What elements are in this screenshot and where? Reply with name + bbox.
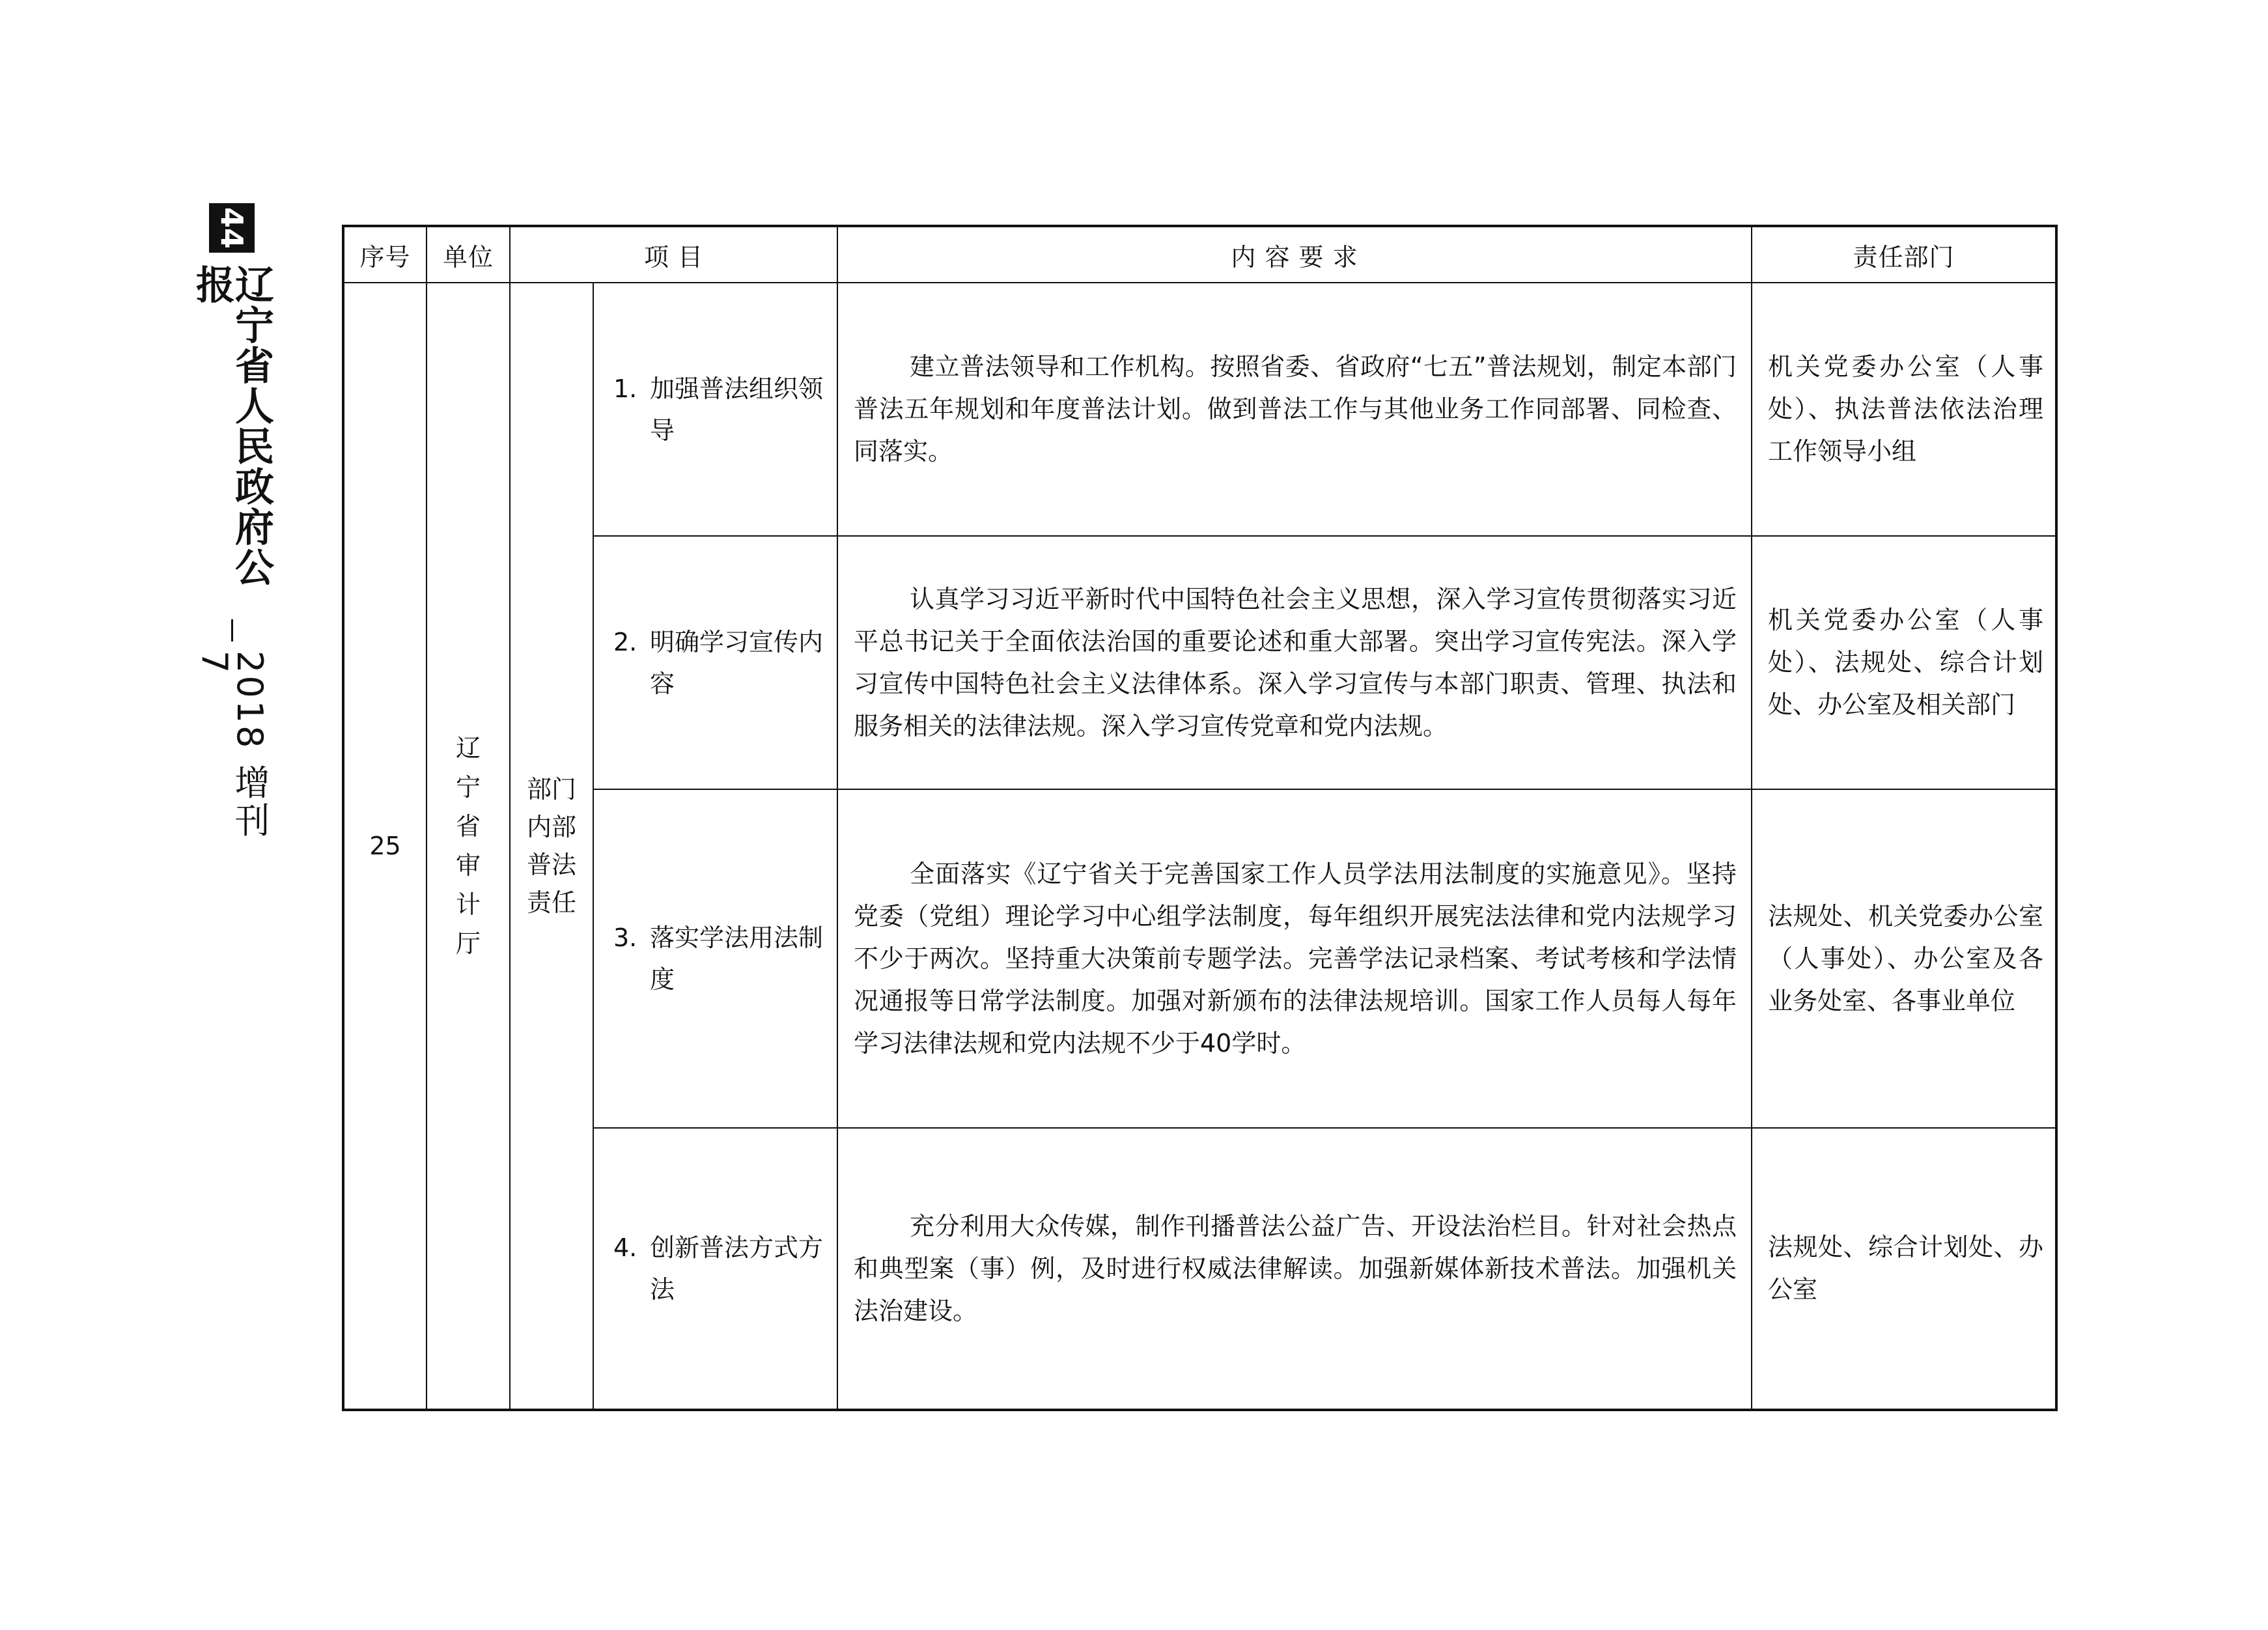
item-title: 创新普法方式方法	[650, 1233, 824, 1304]
category-text: 部门内部普法责任	[526, 775, 576, 917]
content-cell	[837, 1128, 1752, 1410]
dept-cell	[1752, 789, 2056, 1128]
content-text: 全面落实《辽宁省关于完善国家工作人员学法用法制度的实施意见》。坚持党委（党组）理论学习中心组学法制度，每年组织开展宪法法律和党内法规学习不少于两次。坚持重大决策前专题学法。完善学法记录档案、考试考核和学法情况通报等日常学法制度。加强对新颁布的法律法规培训。国家工作人员每人每年学习法律法规和党内法规不少于40学时。	[854, 859, 1737, 1058]
dept-text: 法规处、综合计划处、办公室	[1768, 1233, 2043, 1304]
header-divider	[231, 619, 233, 641]
unit-cell	[427, 283, 510, 1410]
dept-cell	[1752, 283, 2056, 536]
col-header-seq: 序号	[343, 226, 427, 283]
col-header-dept: 责任部门	[1752, 226, 2056, 283]
dept-text: 机关党委办公室（人事处）、法规处、综合计划处、办公室及相关部门	[1768, 606, 2043, 719]
item-cell	[593, 1128, 837, 1410]
dept-cell	[1752, 1128, 2056, 1410]
item-cell	[593, 789, 837, 1128]
col-header-content: 内 容 要 求	[837, 226, 1752, 283]
seq-cell: 25	[343, 283, 427, 1410]
dept-text: 机关党委办公室（人事处）、执法普法依法治理工作领导小组	[1768, 352, 2043, 466]
item-number: 1.	[613, 374, 637, 403]
col-header-item: 项 目	[510, 226, 837, 283]
table-row	[343, 536, 2056, 789]
content-cell	[837, 536, 1752, 789]
publication-title: 辽宁省人民政府公报	[189, 264, 274, 588]
content-cell	[837, 789, 1752, 1128]
item-number: 2.	[613, 627, 637, 656]
table-header-row	[343, 226, 2056, 283]
item-cell	[593, 536, 837, 789]
table-row	[343, 1128, 2056, 1410]
item-title: 加强普法组织领导	[650, 374, 824, 445]
item-title: 落实学法用法制度	[650, 923, 824, 994]
table-row	[343, 283, 2056, 536]
unit-text: 辽宁省审计厅	[455, 734, 481, 958]
content-cell	[837, 283, 1752, 536]
content-text: 充分利用大众传媒，制作刊播普法公益广告、开设法治栏目。针对社会热点和典型案（事）例，及时进行权威法律解读。加强新媒体新技术普法。加强机关法治建设。	[854, 1211, 1737, 1325]
category-cell	[510, 283, 593, 1410]
item-title: 明确学习宣传内容	[650, 627, 824, 698]
item-number: 3.	[613, 923, 637, 952]
content-text: 建立普法领导和工作机构。按照省委、省政府“七五”普法规划，制定本部门普法五年规划和年度普法计划。做到普法工作与其他业务工作同部署、同检查、同落实。	[854, 352, 1737, 466]
item-cell	[593, 283, 837, 536]
page-number: 44	[209, 203, 255, 253]
duty-table	[342, 225, 2058, 1411]
dept-text: 法规处、机关党委办公室（人事处）、办公室及各业务处室、各事业单位	[1768, 901, 2043, 1015]
running-header	[189, 203, 274, 854]
col-header-unit: 单位	[427, 226, 510, 283]
table-row	[343, 789, 2056, 1128]
dept-cell	[1752, 536, 2056, 789]
content-text: 认真学习习近平新时代中国特色社会主义思想，深入学习宣传贯彻落实习近平总书记关于全面依法治国的重要论述和重大部署。突出学习宣传宪法。深入学习宣传中国特色社会主义法律体系。深入学习宣传与本部门职责、管理、执法和服务相关的法律法规。深入学习宣传党章和党内法规。	[854, 584, 1737, 740]
issue-label: 2018 增刊7	[194, 651, 270, 840]
item-number: 4.	[613, 1233, 637, 1262]
